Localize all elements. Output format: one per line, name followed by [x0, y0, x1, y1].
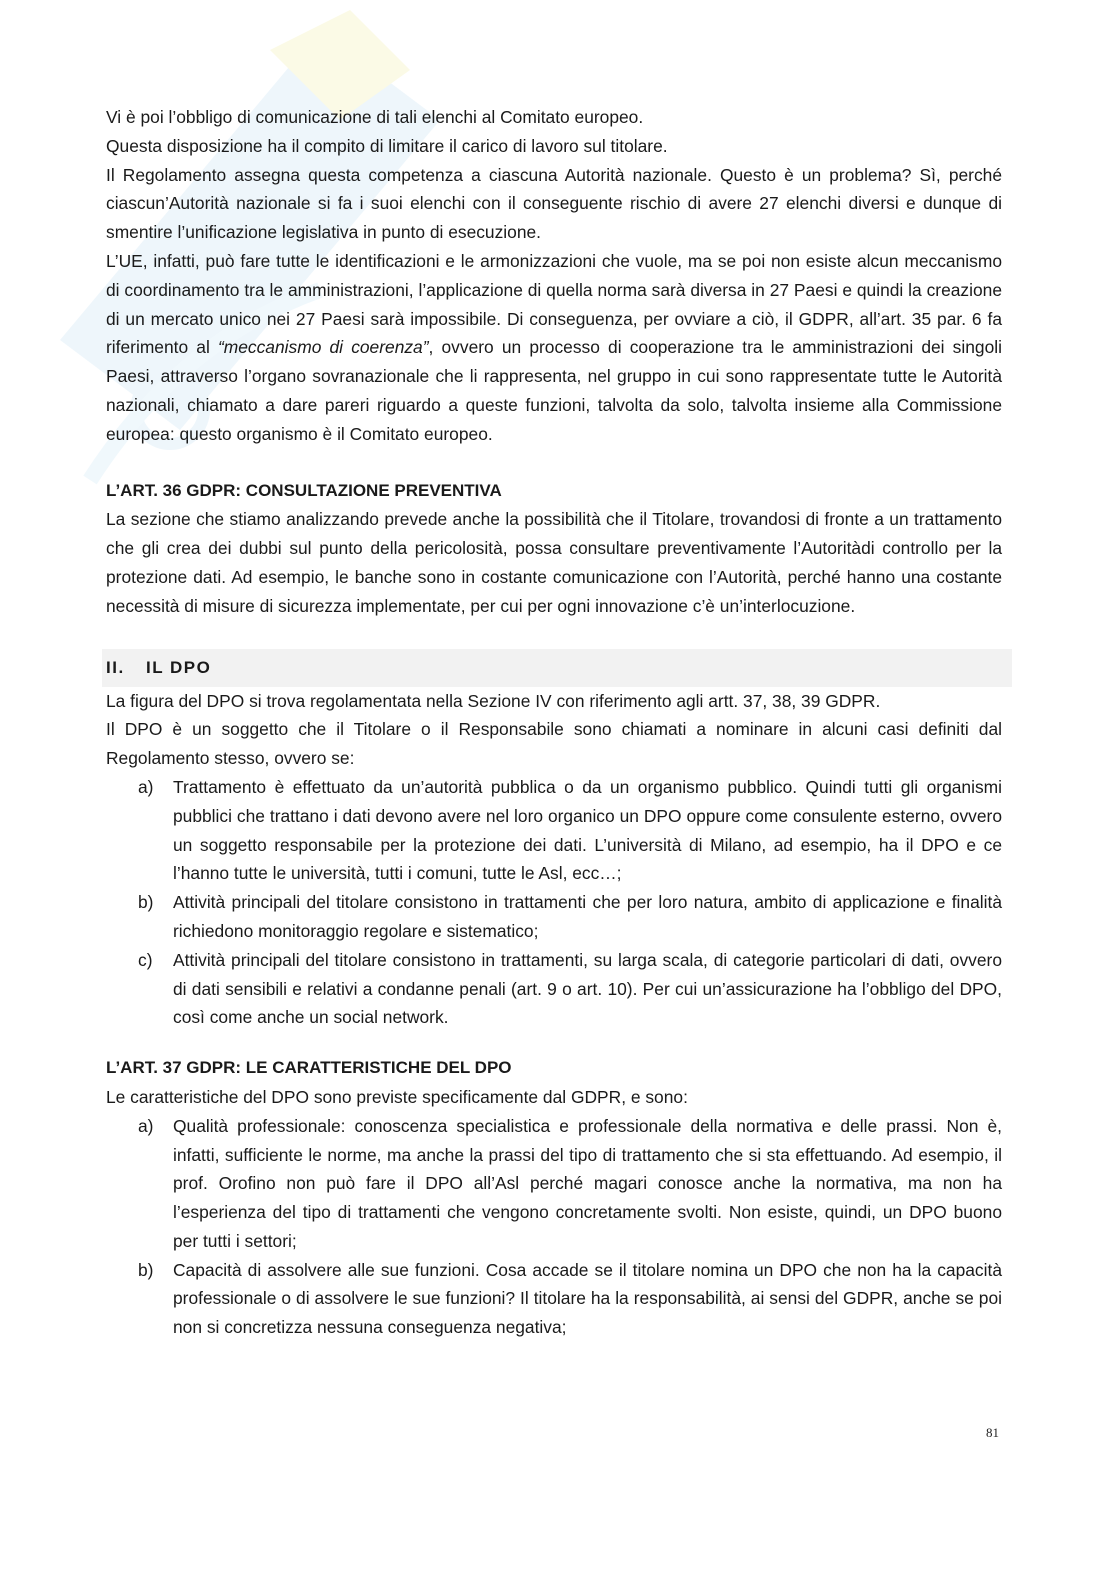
paragraph: Questa disposizione ha il compito di limitare il carico di lavoro sul titolare.: [106, 135, 668, 156]
list-text: Capacità di assolvere alle sue funzioni. Cosa accade se il titolare nomina un DPO che non ha la capacità professionale o di assolvere le sue funzioni? Il titolare ha la responsabilità, ai sensi del GDPR, anche se poi non si concretizza nessuna conseguenza negativa;: [173, 1259, 1002, 1338]
art36-heading: L’ART. 36 GDPR: CONSULTAZIONE PREVENTIVA: [106, 480, 502, 500]
document-page: [106, 103, 1002, 1342]
list-text: Attività principali del titolare consistono in trattamenti, su larga scala, di categorie particolari di dati, ovvero di dati sensibili e relativi a condanne penali (art. 9 o art. 10). Per cui un’assicurazione ha l’obbligo del DPO, così come anche un social network.: [173, 949, 1002, 1028]
page-number: 81: [986, 1425, 999, 1440]
text-run: , ovvero un processo di cooperazione tra le amministrazioni dei singoli Paesi, attraverso l’organo sovranazionale che li rappresenta, nel gruppo in cui sono rappresentate tutte le Autorità nazionali, chiamato a dare pareri riguardo a queste funzioni, talvolta da solo, talvolta insieme alla Commissione europea: questo organismo è il Comitato europeo.: [106, 337, 1002, 444]
paragraph: La figura del DPO si trova regolamentata nella Sezione IV con riferimento agli artt. 37, 38, 39 GDPR.: [106, 690, 881, 711]
paragraph: Vi è poi l’obbligo di comunicazione di tali elenchi al Comitato europeo.: [106, 107, 644, 127]
art36-body: La sezione che stiamo analizzando prevede anche la possibilità che il Titolare, trovandosi di fronte a un trattamento che gli crea dei dubbi sul punto della pericolosità, possa consultare preventivamente l’Autoritàdi controllo per la protezione dati. Ad esempio, le banche sono in costante comunicazione con l’Autorità, perché hanno una costante necessità di misure di sicurezza implementate, per cui per ogni innovazione c’è un’interlocuzione.: [106, 509, 1002, 616]
list-item: [106, 1256, 1002, 1342]
list-item: [106, 946, 1002, 1032]
section-heading-dpo: [102, 649, 1012, 687]
list-item: [106, 888, 1002, 946]
paragraph: Il DPO è un soggetto che il Titolare o il Responsabile sono chiamati a nominare in alcuni casi definiti dal Regolamento stesso, ovvero se:: [106, 719, 1002, 769]
list-item: [106, 773, 1002, 888]
paragraph: Il Regolamento assegna questa competenza a ciascuna Autorità nazionale. Questo è un problema? Sì, perché ciascun’Autorità nazionale si fa i suoi elenchi con il conseguente rischio di avere 27 elenchi diversi e dunque di smentire l’unificazione legislativa in punto di esecuzione.: [106, 164, 1002, 243]
paragraph: [106, 247, 1002, 449]
list-marker: a): [138, 776, 154, 797]
dpo-characteristics-list: [106, 1112, 1002, 1342]
list-text: Attività principali del titolare consistono in trattamenti che per loro natura, ambito di applicazione e finalità richiedono monitoraggio regolare e sistematico;: [173, 892, 1002, 941]
italic-term: “meccanismo di coerenza”: [217, 337, 429, 358]
list-item: [106, 1112, 1002, 1256]
dpo-cases-list: [106, 773, 1002, 1032]
text-run: L’UE, infatti, può fare tutte le identificazioni e le armonizzazioni che vuole, ma se poi non esiste alcun meccanismo di coordinamento tra le amministrazioni, l’applicazione di quella norma sarà diversa in 27 Paesi e quindi la creazione di un mercato unico nei 27 Paesi sarà impossibile. Di conseguenza, per ovviare a ciò, il GDPR, all’art. 35 par. 6 fa riferimento al: [106, 250, 1002, 358]
paragraph: Le caratteristiche del DPO sono previste specificamente dal GDPR, e sono:: [106, 1086, 688, 1107]
art37-heading: L’ART. 37 GDPR: LE CARATTERISTICHE DEL DPO: [106, 1058, 512, 1078]
list-marker: b): [138, 1259, 154, 1280]
list-marker: a): [138, 1115, 154, 1136]
list-marker: c): [138, 949, 153, 970]
list-text: Qualità professionale: conoscenza specialistica e professionale della normativa e delle prassi. Non è, infatti, sufficiente le norme, ma anche la prassi del tipo di trattamento che si sta effettuando. Ad esempio, il prof. Orofino non può fare il DPO all’Asl perché magari conosce anche la normativa, ma non ha l’esperienza del tipo di trattamenti che vengono concretamente svolti. Non esiste, quindi, un DPO buono per tutti i settori;: [173, 1115, 1002, 1251]
list-marker: b): [138, 892, 154, 913]
section-number: II.: [106, 657, 125, 677]
section-title: IL DPO: [146, 657, 212, 677]
list-text: Trattamento è effettuato da un’autorità pubblica o da un organismo pubblico. Quindi tutti gli organismi pubblici che trattano i dati devono avere nel loro organico un DPO oppure come consulente esterno, ovvero un soggetto responsabile per la protezione dei dati. L’università di Milano, ad esempio, ha il DPO e ce l’hanno tutte le università, tutti i comuni, tutte le Asl, ecc…;: [173, 776, 1002, 884]
